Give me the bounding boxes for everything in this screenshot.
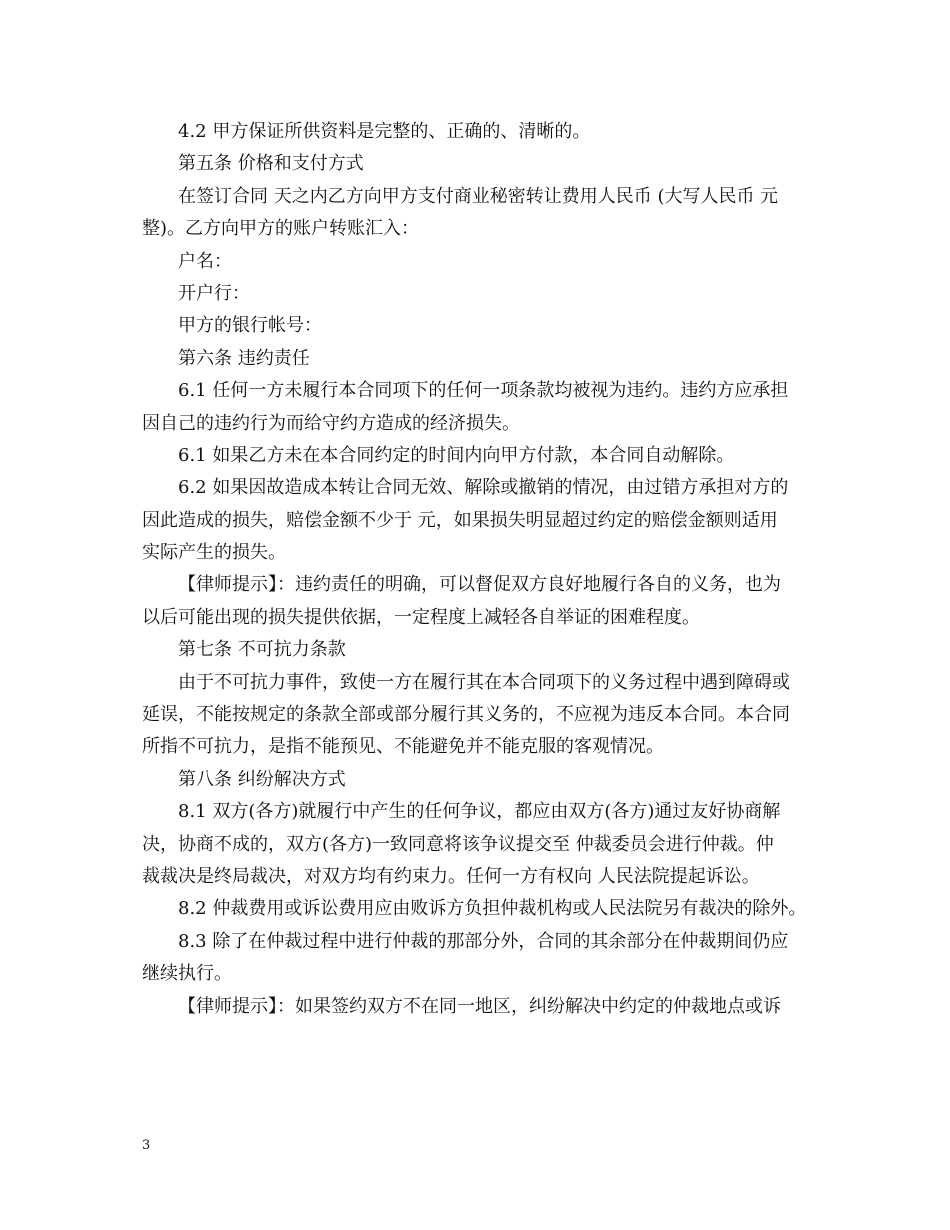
text-line: 4.2 甲方保证所供资料是完整的、正确的、清晰的。 bbox=[178, 121, 591, 142]
text-line: 以后可能出现的损失提供依据，一定程度上减轻各自举证的困难程度。 bbox=[142, 606, 700, 628]
text-line: 甲方的银行帐号： bbox=[178, 315, 322, 337]
text-line: 8.3 除了在仲裁过程中进行仲裁的那部分外，合同的其余部分在仲裁期间仍应 bbox=[178, 930, 789, 952]
text-line: 8.1 双方(各方)就履行中产生的任何争议，都应由双方(各方)通过友好协商解 bbox=[178, 801, 781, 823]
document-body bbox=[142, 116, 822, 1023]
text-line: 继续执行。 bbox=[142, 963, 232, 985]
text-line: 整)。乙方向甲方的账户转账汇入： bbox=[142, 218, 420, 240]
text-line: 6.1 任何一方未履行本合同项下的任何一项条款均被视为违约。违约方应承担 bbox=[178, 380, 789, 402]
text-line: 开户行： bbox=[178, 282, 250, 304]
text-line: 第五条 价格和支付方式 bbox=[178, 153, 364, 175]
text-line: 6.1 如果乙方未在本合同约定的时间内向甲方付款，本合同自动解除。 bbox=[178, 444, 735, 466]
text-line: 第六条 违约责任 bbox=[178, 347, 310, 369]
text-line: 第八条 纠纷解决方式 bbox=[178, 768, 346, 790]
page-number: 3 bbox=[142, 1138, 151, 1153]
text-line: 所指不可抗力，是指不能预见、不能避免并不能克服的客观情况。 bbox=[142, 736, 664, 758]
text-line: 因自己的违约行为而给守约方造成的经济损失。 bbox=[142, 412, 520, 434]
text-line: 户名： bbox=[178, 250, 232, 272]
text-line: 因此造成的损失，赔偿金额不少于 元，如果损失明显超过约定的赔偿金额则适用 bbox=[142, 509, 778, 531]
text-line: 第七条 不可抗力条款 bbox=[178, 639, 346, 661]
text-line: 6.2 如果因故造成本转让合同无效、解除或撤销的情况，由过错方承担对方的 bbox=[178, 477, 789, 499]
text-line: 在签订合同 天之内乙方向甲方支付商业秘密转让费用人民币 (大写人民币 元 bbox=[178, 185, 779, 207]
text-line: 延误，不能按规定的条款全部或部分履行其义务的，不应视为违反本合同。本合同 bbox=[142, 704, 790, 726]
text-line: 实际产生的损失。 bbox=[142, 542, 286, 564]
text-line: 【律师提示】：违约责任的明确，可以督促双方良好地履行各自的义务，也为 bbox=[178, 574, 781, 596]
text-line: 裁裁决是终局裁决，对双方均有约束力。任何一方有权向 人民法院提起诉讼。 bbox=[142, 865, 760, 887]
text-line: 8.2 仲裁费用或诉讼费用应由败诉方负担仲裁机构或人民法院另有裁决的除外。 bbox=[178, 898, 807, 920]
text-line: 由于不可抗力事件，致使一方在履行其在本合同项下的义务过程中遇到障碍或 bbox=[178, 671, 790, 693]
text-line: 决，协商不成的，双方(各方)一致同意将该争议提交至 仲裁委员会进行仲裁。仲 bbox=[142, 833, 774, 855]
text-line: 【律师提示】：如果签约双方不在同一地区，纠纷解决中约定的仲裁地点或诉 bbox=[178, 995, 781, 1017]
